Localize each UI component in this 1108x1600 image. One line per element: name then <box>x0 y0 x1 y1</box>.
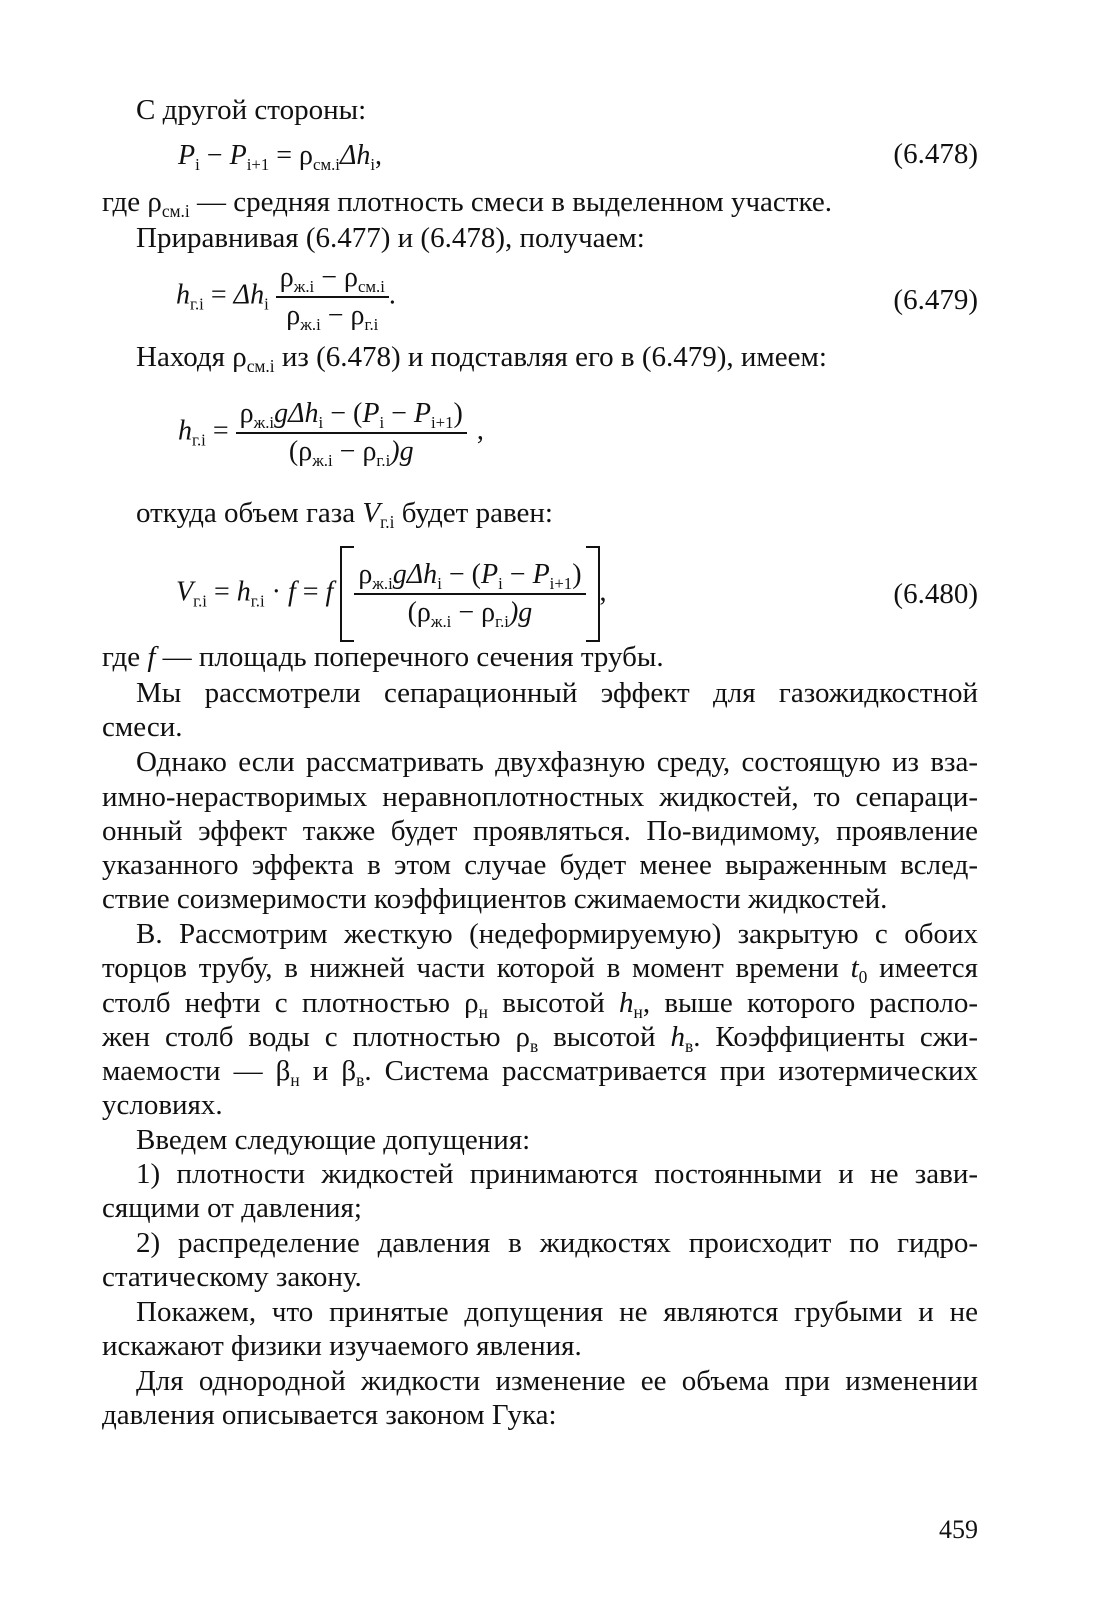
text-span: где <box>102 641 148 673</box>
math-symbol: h <box>619 987 634 1019</box>
math-symbol: ρ <box>239 398 254 429</box>
text-span: из (6.478) и подставляя его в (6.479), имеем: <box>274 341 827 373</box>
math-subscript: i+1 <box>431 412 454 432</box>
text-span: — площадь поперечного сечения трубы. <box>155 641 664 673</box>
math-symbol: )g <box>390 436 414 467</box>
math-operator: ) <box>572 559 582 590</box>
math-symbol: ρ <box>279 262 294 293</box>
text-line <box>136 496 553 533</box>
math-punct: , <box>476 415 484 447</box>
math-subscript: ж.i <box>312 450 333 470</box>
paragraph-line: В. Рассмотрим жесткую (недеформируемую) закрытую с обоих <box>136 918 978 950</box>
math-subscript: i+1 <box>549 573 573 593</box>
math-operator: − ( <box>441 559 481 590</box>
math-subscript: i <box>498 573 503 593</box>
page-number: 459 <box>939 1515 978 1544</box>
equation-6-480 <box>176 546 607 642</box>
text-line: С другой стороны: <box>136 94 367 126</box>
paragraph-line: онный эффект также будет проявляться. По-видимому, проявление <box>102 815 978 847</box>
paragraph-line: Покажем, что принятые допущения не являются грубыми и не <box>136 1296 978 1328</box>
text-span: будет равен: <box>394 497 553 529</box>
equation-6-478 <box>178 140 382 172</box>
math-subscript: г.i <box>250 591 265 611</box>
right-bracket <box>586 546 600 642</box>
paragraph-line: Мы рассмотрели сепарационный эффект для газожидкостной <box>136 677 978 709</box>
math-subscript: см.i <box>313 154 340 174</box>
text-span: — средняя плотность смеси в выделенном участке. <box>189 186 832 218</box>
text-span: и β <box>299 1055 357 1087</box>
fraction-denominator <box>354 595 585 629</box>
math-symbol: P <box>362 398 380 429</box>
text-subscript: н <box>290 1070 300 1088</box>
math-subscript: г.i <box>192 430 206 450</box>
text-line <box>136 340 827 377</box>
math-symbol: f <box>325 576 334 608</box>
text-span: высотой <box>487 987 620 1019</box>
math-symbol: V <box>176 576 194 608</box>
math-symbol: P <box>480 559 499 590</box>
math-subscript: i <box>264 294 269 314</box>
text-line <box>102 185 832 222</box>
math-symbol: P <box>178 140 196 171</box>
equation-number: (6.478) <box>893 138 978 170</box>
text-subscript: в <box>685 1036 694 1054</box>
text-line: Приравнивая (6.477) и (6.478), получаем: <box>136 222 645 254</box>
math-subscript: i <box>195 154 200 174</box>
math-operator: = <box>203 279 234 311</box>
paragraph-line: имно-нерастворимых неравноплотностных жидкостей, то сепараци- <box>102 781 978 813</box>
paragraph-line: давления описывается законом Гука: <box>102 1399 557 1431</box>
left-bracket <box>340 546 354 642</box>
text-span: откуда объем газа <box>136 497 363 529</box>
text-span: , выше которого располо- <box>642 987 978 1019</box>
equation-number: (6.480) <box>893 578 978 610</box>
text-span: маемости — β <box>102 1055 291 1087</box>
text-span: где ρ <box>102 186 162 218</box>
text-line <box>102 640 664 674</box>
math-symbol: Δh <box>339 140 371 171</box>
paragraph-line: искажают физики изучаемого явления. <box>102 1330 582 1362</box>
text-span: торцов трубу, в нижней части которой в момент времени <box>102 952 851 984</box>
math-subscript: г.i <box>364 314 379 334</box>
math-symbol: V <box>362 497 381 529</box>
math-symbol: h <box>670 1021 686 1053</box>
math-operator: = <box>206 576 237 608</box>
math-symbol: gΔh <box>274 398 319 429</box>
text-span: . Система рассматривается при изотермических <box>364 1055 978 1087</box>
text-subscript: см.i <box>246 356 275 377</box>
fraction <box>276 262 389 332</box>
math-punct: , <box>375 140 383 171</box>
math-subscript: ж.i <box>372 573 393 593</box>
math-operator: = <box>269 140 300 171</box>
math-operator: − ( <box>323 398 363 429</box>
fraction-numerator <box>276 262 389 298</box>
text-span: жен столб воды с плотностью ρ <box>102 1021 530 1053</box>
math-operator: − <box>199 140 230 171</box>
math-subscript: i <box>379 412 385 432</box>
math-subscript: i <box>370 154 376 174</box>
equation-gas-height <box>178 398 484 468</box>
paragraph-line: ствие соизмеримости коэффициентов сжимаемости жидкостей. <box>102 883 888 915</box>
math-operator: − <box>384 398 414 429</box>
text-span: имеется <box>867 952 978 984</box>
math-symbol: f <box>287 576 296 608</box>
math-symbol: − ρ <box>332 436 377 467</box>
math-subscript: i+1 <box>246 154 270 174</box>
text-subscript: н <box>633 1002 643 1020</box>
text-span: . Коэффициенты сжи- <box>693 1021 978 1053</box>
math-subscript: ж.i <box>253 412 275 432</box>
math-symbol: P <box>229 140 247 171</box>
paragraph-line: сящими от давления; <box>102 1192 362 1224</box>
math-punct: . <box>388 279 396 311</box>
equation-6-479 <box>176 262 396 332</box>
paragraph-line <box>102 1054 978 1088</box>
paragraph-line: Для однородной жидкости изменение ее объема при изменении <box>136 1365 978 1397</box>
fraction-numerator <box>236 398 467 434</box>
math-subscript: i <box>318 412 324 432</box>
math-symbol: − ρ <box>451 597 496 628</box>
math-subscript: ж.i <box>293 276 315 296</box>
paragraph-line <box>102 986 978 1020</box>
math-symbol: gΔh <box>392 559 438 590</box>
math-symbol: − ρ <box>314 262 358 293</box>
text-span: столб нефти с плотностью ρ <box>102 987 479 1019</box>
math-symbol: (ρ <box>288 436 313 467</box>
math-subscript: г.i <box>190 294 204 314</box>
text-span: высотой <box>538 1021 671 1053</box>
fraction-denominator <box>236 434 467 468</box>
paragraph-line: 1) плотности жидкостей принимаются постоянными и не зави- <box>136 1158 978 1190</box>
math-symbol: h <box>236 576 251 608</box>
math-symbol: Δh <box>233 279 265 311</box>
math-symbol: ρ <box>299 140 313 171</box>
math-operator: ) <box>453 398 463 429</box>
math-symbol: (ρ <box>407 597 431 628</box>
math-operator: · <box>264 576 288 608</box>
math-operator: − <box>502 559 533 590</box>
paragraph-line: смеси. <box>102 711 183 743</box>
paragraph-line: условиях. <box>102 1089 223 1121</box>
math-operator: = <box>205 415 236 447</box>
math-subscript: см.i <box>357 276 385 296</box>
paragraph-line: Однако если рассматривать двухфазную среду, состоящую из вза- <box>136 746 978 778</box>
math-punct: , <box>599 576 607 608</box>
math-symbol: P <box>532 559 550 590</box>
math-subscript: ж.i <box>430 611 452 631</box>
text-subscript: н <box>478 1002 488 1020</box>
text-subscript: в <box>356 1070 365 1088</box>
math-subscript: i <box>437 573 442 593</box>
text-subscript: 0 <box>858 967 868 985</box>
paragraph-line <box>102 1020 978 1054</box>
math-symbol: ρ <box>358 559 373 590</box>
fraction <box>236 398 467 468</box>
math-operator: = <box>295 576 326 608</box>
math-symbol: h <box>176 279 190 311</box>
paragraph-line: статическому закону. <box>102 1261 362 1293</box>
math-subscript: г.i <box>376 450 391 470</box>
paragraph-line: 2) распределение давления в жидкостях происходит по гидро- <box>136 1227 978 1259</box>
fraction <box>354 559 585 629</box>
math-symbol: h <box>178 415 192 447</box>
paragraph-line <box>102 951 978 985</box>
text-subscript: в <box>529 1036 539 1054</box>
text-subscript: г.i <box>380 512 395 533</box>
fraction-numerator <box>354 559 585 595</box>
math-symbol: f <box>147 641 156 673</box>
text-subscript: см.i <box>161 201 190 222</box>
math-symbol: t <box>850 952 859 984</box>
math-subscript: г.i <box>495 611 509 631</box>
text-span: Находя ρ <box>136 341 247 373</box>
equation-number: (6.479) <box>893 284 978 316</box>
math-symbol: )g <box>508 597 533 628</box>
paragraph-line: указанного эффекта в этом случае будет менее выраженным вслед- <box>102 849 978 881</box>
math-symbol: P <box>413 398 432 429</box>
math-subscript: ж.i <box>300 314 321 334</box>
paragraph-line: Введем следующие допущения: <box>136 1124 531 1156</box>
math-symbol: ρ <box>286 300 301 331</box>
fraction-denominator <box>276 298 389 332</box>
math-subscript: г.i <box>193 591 207 611</box>
math-symbol: − ρ <box>320 300 365 331</box>
